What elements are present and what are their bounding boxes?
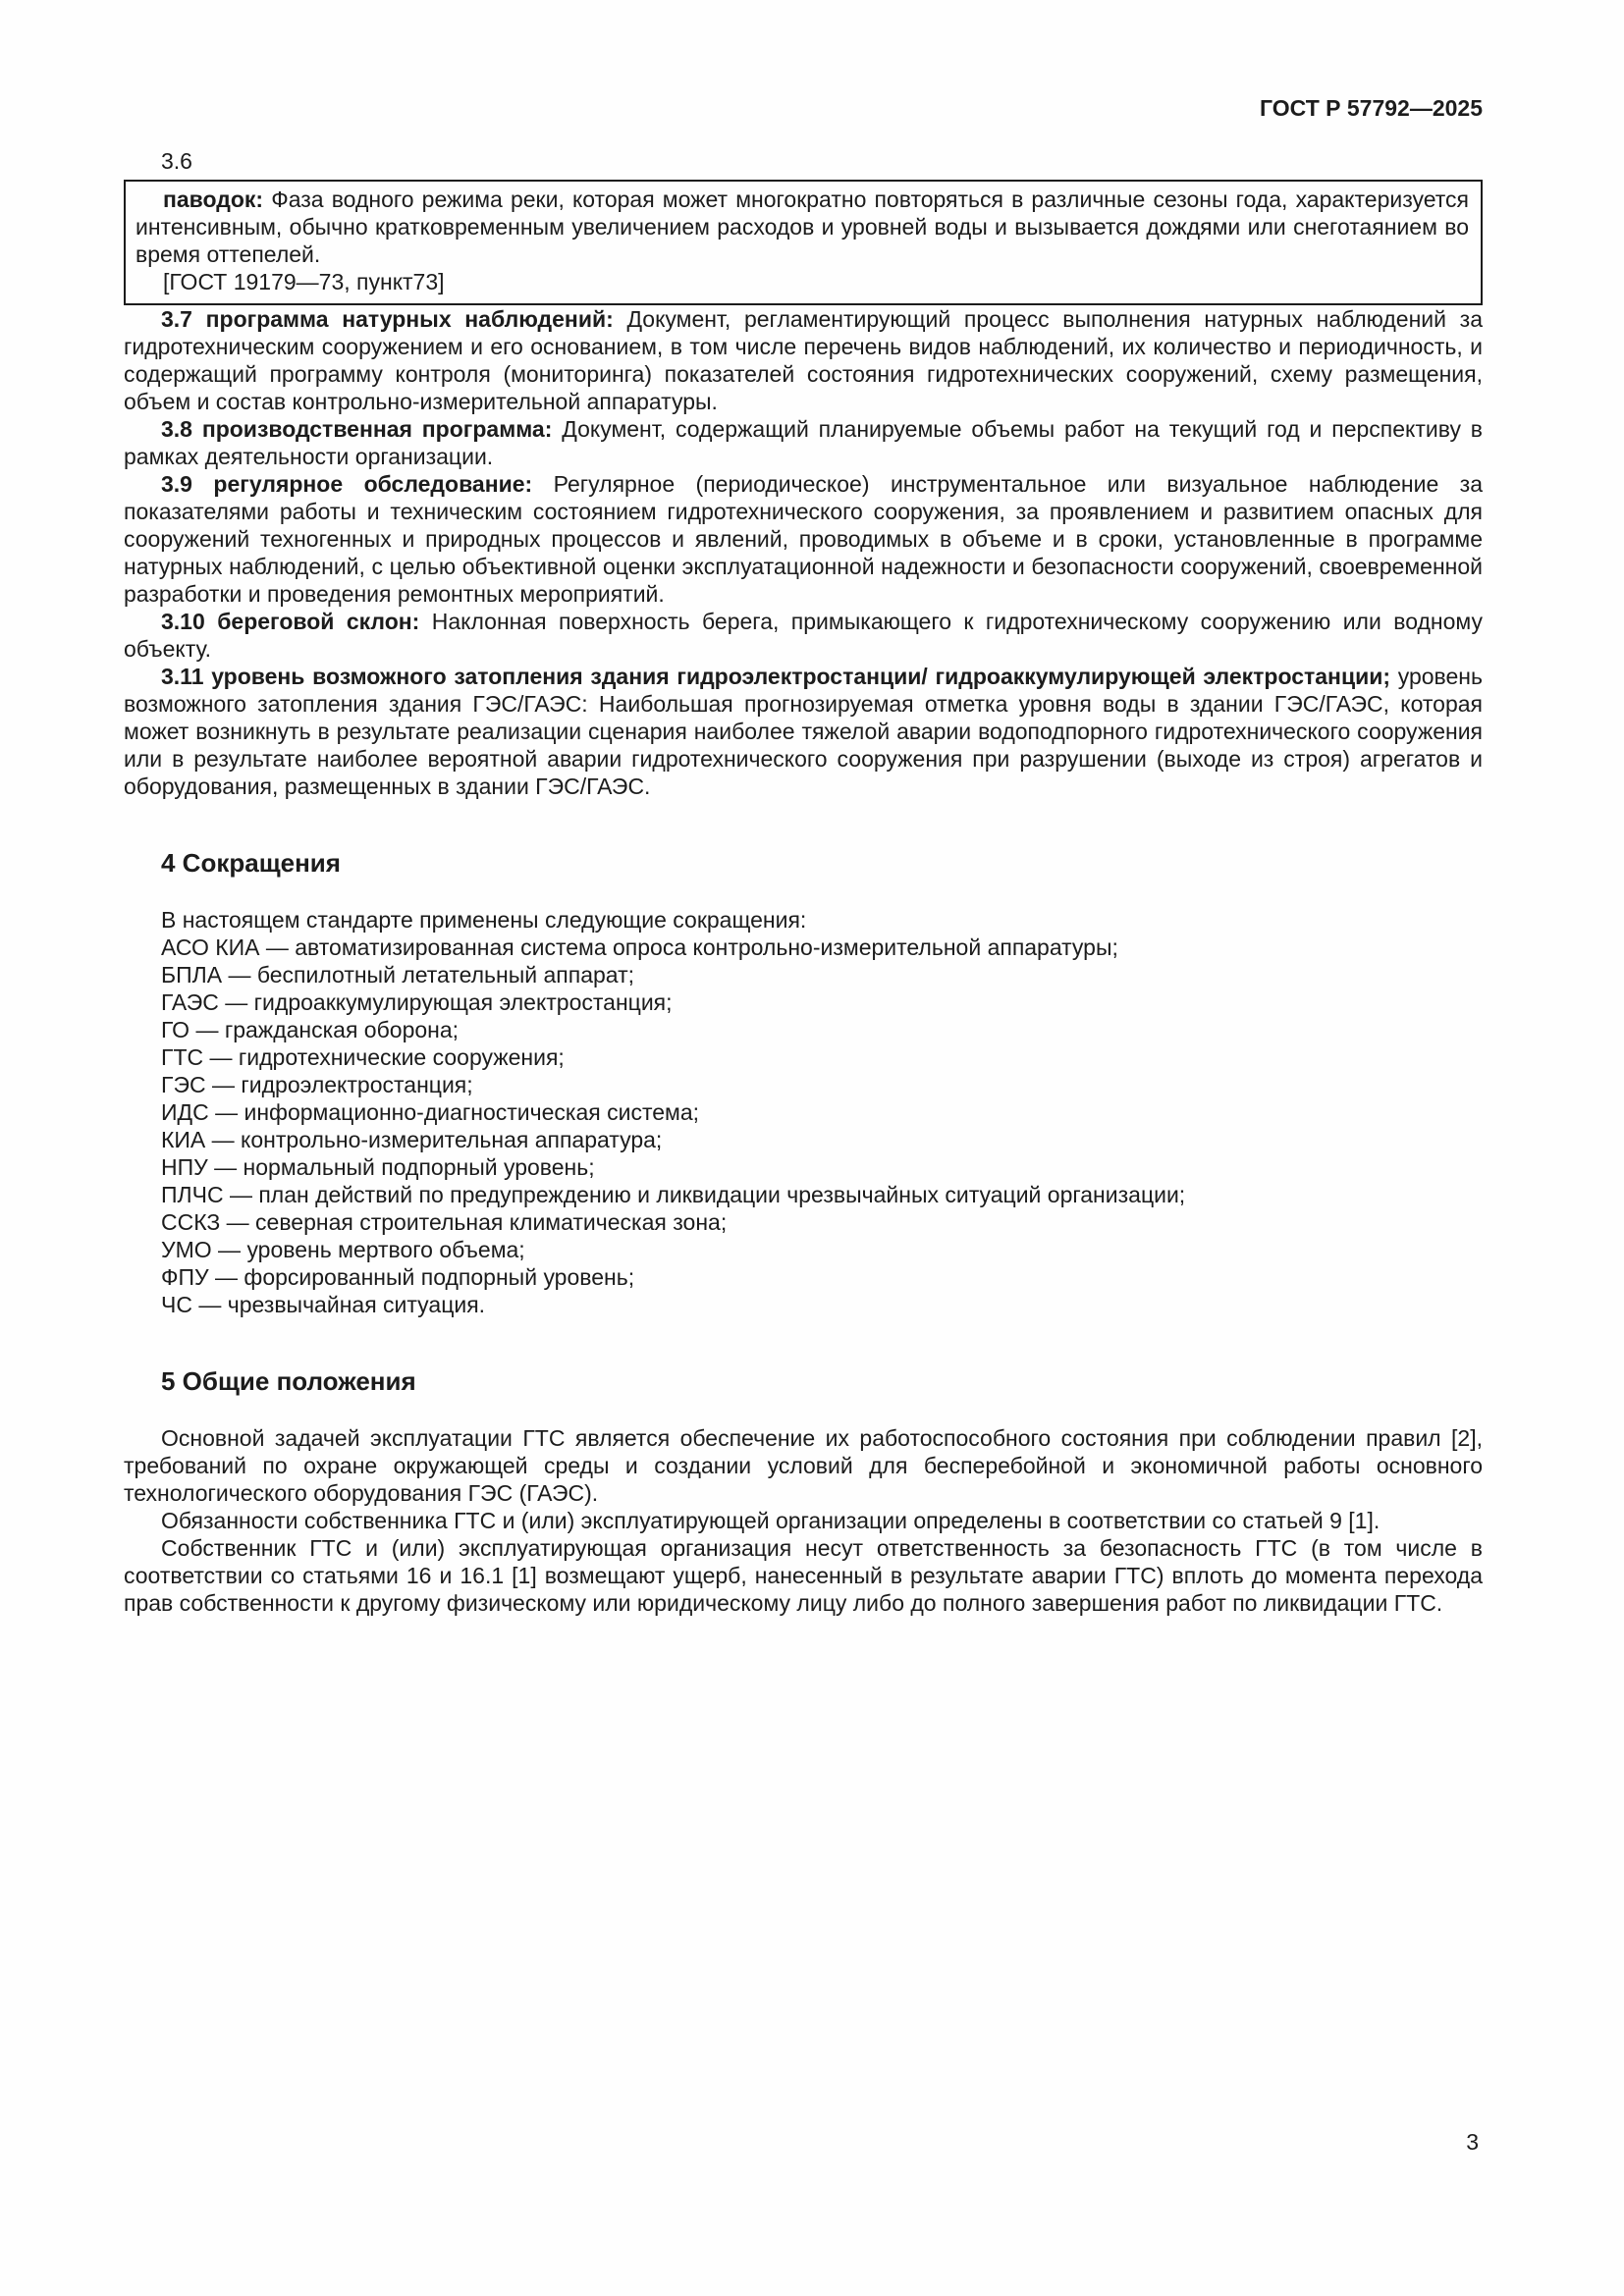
term-text: Регулярное (периодическое) инструментальное или визуальное наблюдение за показателями работы и техническим состоянием гидротехнического сооружения, за проявлением и развитием опасных для сооружений техногенных и природных процессов и явлений, проводимых в объеме и в сроки, установленные в программе натурных наблюдений, с целью объективной оценки эксплуатационной надежности и безопасности сооружений, своевременной разработки и проведения ремонтных мероприятий. xyxy=(124,471,1484,607)
abbreviation-item: ЧС — чрезвычайная ситуация. xyxy=(161,1292,486,1317)
boxed-term-text: Фаза водного режима реки, которая может многократно повторяться в различные сезоны года, характеризуется интенсивным, обычно кратковременным увеличением расходов и уровней воды и вызывается дождями или снеготаянием во время оттепелей. xyxy=(135,187,1469,267)
abbreviation-item: ИДС — информационно-диагностическая система; xyxy=(161,1099,700,1125)
abbreviation-item: УМО — уровень мертвого объема; xyxy=(161,1237,525,1262)
boxed-definition-source: [ГОСТ 19179—73, пункт73] xyxy=(163,269,445,294)
section-5-title: 5 Общие положения xyxy=(161,1366,416,1396)
page-number: 3 xyxy=(1466,2129,1479,2155)
abbreviation-item: КИА — контрольно-измерительная аппаратура; xyxy=(161,1127,663,1152)
term-name: 3.10 береговой склон: xyxy=(161,609,420,634)
abbreviation-item: НПУ — нормальный подпорный уровень; xyxy=(161,1154,595,1180)
abbreviation-item: ГТС — гидротехнические сооружения; xyxy=(161,1044,565,1070)
abbreviation-item: ГО — гражданская оборона; xyxy=(161,1017,460,1042)
abbreviation-item: БПЛА — беспилотный летательный аппарат; xyxy=(161,962,635,988)
general-paragraph: Собственник ГТС и (или) эксплуатирующая организация несут ответственность за безопасность ГТС (в том числе в соответствии со статьями 16 и 16.1 [1] возмещают ущерб, нанесенный в результате аварии ГТС) вплоть до момента перехода прав собственности к другому физическому или юридическому лицу либо до полного завершения работ по ликвидации ГТС. xyxy=(124,1535,1483,1616)
abbreviation-item: ПЛЧС — план действий по предупреждению и ликвидации чрезвычайных ситуаций организации; xyxy=(161,1182,1186,1207)
term-name: 3.7 программа натурных наблюдений: xyxy=(161,306,614,332)
term-text: уровень возможного затопления здания ГЭС/ГАЭС: Наибольшая прогнозируемая отметка уровня воды в здании ГЭС/ГАЭС, которая может возникнуть в результате реализации сценария наиболее тяжелой аварии водоподпорного гидротехнического сооружения или в результате наиболее вероятной аварии гидротехнического сооружения при разрушении (выходе из строя) агрегатов и оборудования, размещенных в здании ГЭС/ГАЭС. xyxy=(124,664,1483,799)
term-definition-3-10 xyxy=(124,608,1483,663)
term-text: Документ, регламентирующий процесс выполнения натурных наблюдений за гидротехническим сооружением и его основанием, в том числе перечень видов наблюдений, их количество и периодичность, и содержащий программу контроля (мониторинга) показателей состояния гидротехнических сооружений, схему размещения, объем и состав контрольно-измерительной аппаратуры. xyxy=(124,306,1483,414)
term-name: 3.11 уровень возможного затопления здания гидроэлектростанции/ гидроаккумулирующей электростанции; xyxy=(161,664,1391,689)
term-definition-3-8 xyxy=(124,415,1483,470)
abbreviations-list xyxy=(124,934,1483,1318)
term-definition-3-9 xyxy=(124,470,1483,608)
term-name: 3.9 регулярное обследование: xyxy=(161,471,533,497)
general-paragraph: Основной задачей эксплуатации ГТС является обеспечение их работоспособного состояния при соблюдении правил [2], требований по охране окружающей среды и создании условий для бесперебойной и экономичной работы основного технологического оборудования ГЭС (ГАЭС). xyxy=(124,1425,1483,1506)
term-text: Наклонная поверхность берега, примыкающего к гидротехническому сооружению или водному объекту. xyxy=(124,609,1483,662)
abbreviation-item: ФПУ — форсированный подпорный уровень; xyxy=(161,1264,635,1290)
abbreviation-item: ГАЭС — гидроаккумулирующая электростанция; xyxy=(161,989,673,1015)
abbreviation-item: АСО КИА — автоматизированная система опроса контрольно-измерительной аппаратуры; xyxy=(161,934,1118,960)
abbreviation-item: ГЭС — гидроэлектростанция; xyxy=(161,1072,473,1097)
term-definition-3-11 xyxy=(124,663,1483,800)
clause-3-6-label: 3.6 xyxy=(161,148,192,174)
boxed-definition xyxy=(135,186,1469,268)
term-text: Документ, содержащий планируемые объемы работ на текущий год и перспективу в рамках деятельности организации. xyxy=(124,416,1484,469)
doc-code-header: ГОСТ Р 57792—2025 xyxy=(1260,95,1483,121)
term-definition-3-7 xyxy=(124,305,1483,415)
definition-box xyxy=(124,180,1483,305)
term-name: 3.8 производственная программа: xyxy=(161,416,553,442)
boxed-term-name: паводок: xyxy=(163,187,264,212)
abbreviation-item: ССКЗ — северная строительная климатическая зона; xyxy=(161,1209,728,1235)
abbreviations-intro: В настоящем стандарте применены следующие сокращения: xyxy=(161,907,807,933)
section-4-title: 4 Сокращения xyxy=(161,848,341,878)
general-paragraph: Обязанности собственника ГТС и (или) эксплуатирующей организации определены в соответствии со статьей 9 [1]. xyxy=(161,1508,1380,1533)
